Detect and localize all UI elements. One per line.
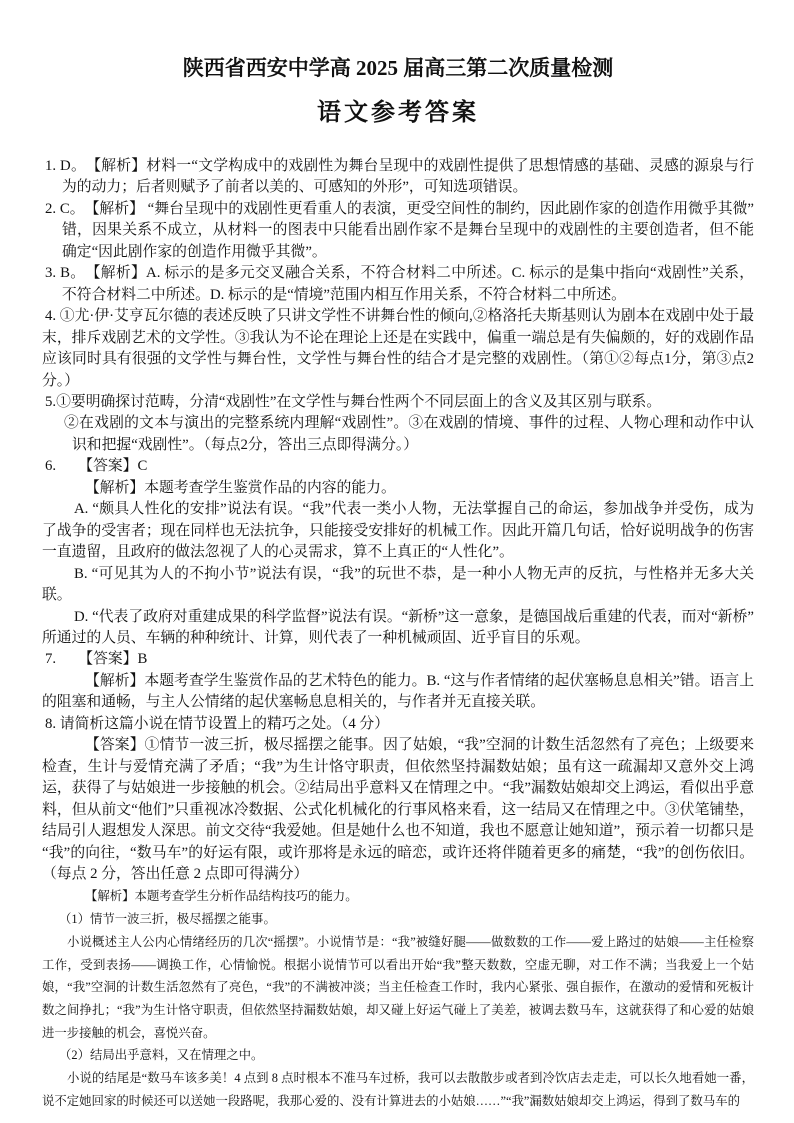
paragraph: 1. D。 【解析】材料一“文学构成中的戏剧性为舞台呈现中的戏剧性提供了思想情感的基础、灵感的源泉与行为的动力；后者则赋予了前者以美的、可感知的外形”，可知选项错误。	[45, 158, 754, 196]
paragraph: 7. 【答案】B	[45, 651, 148, 668]
document-body	[42, 156, 754, 1112]
page-title: 陕西省西安中学高 2025 届高三第二次质量检测	[182, 56, 614, 80]
paragraph: 5.①要明确探讨范畴，分清“戏剧性”在文学性与舞台性两个不同层面上的含义及其区别与联系。	[45, 393, 662, 410]
page-subtitle: 语文参考答案	[317, 100, 479, 126]
paragraph: 小说的结尾是“数马车该多美！4 点到 8 点时根本不准马车过桥，我可以去散散步或者到冷饮店去走走，可以长久地看她一番，说不定她回家的时候还可以送她一段路呢，我那心爱的、没有计算进去的小姑娘……”“我”漏数姑娘却交上鸿运，得到了数马车的	[42, 1071, 754, 1108]
paragraph: 【解析】本题考查学生分析作品结构技巧的能力。	[85, 889, 358, 904]
paragraph: （2）结局出乎意料，又在情理之中。	[59, 1048, 264, 1063]
paragraph: D. “代表了政府对重建成果的科学监督”说法有误。“新桥”这一意象，是德国战后重建的代表，而对“新桥”所通过的人员、车辆的种种统计、计算，则代表了一种机械顽固、近乎盲目的乐观。	[42, 608, 754, 646]
paragraph: （1）情节一波三折，极尽摇摆之能事。	[59, 912, 276, 927]
paragraph: 8. 请简析这篇小说在情节设置上的精巧之处。（4 分）	[45, 715, 390, 732]
paragraph: 【解析】本题考查学生鉴赏作品的艺术特色的能力。B. “这与作者情绪的起伏塞畅息息相关”错。语言上的阻塞和通畅，与主人公情绪的起伏塞畅息息相关的，与作者并无直接关联。	[42, 672, 754, 711]
paragraph: 3. B。 【解析】A. 标示的是多元交叉融合关系，不符合材料二中所述。C. 标示的是集中指向“戏剧性”关系，不符合材料二中所述。D. 标示的是“情境”范围内相互作用关系，不符合材料二中所述。	[45, 265, 754, 303]
paragraph: A. “颇具人性化的安排”说法有误。“我”代表一类小人物，无法掌握自己的命运，参加战争并受伤，成为了战争的受害者；现在同样也无法抗争，只能接受安排好的机械工作。因此开篇几句话，恰好说明战争的伤害一直遗留，且政府的做法忽视了人的心灵需求，算不上真正的“人性化”。	[42, 501, 754, 561]
paragraph: 【解析】本题考查学生鉴赏作品的内容的能力。	[85, 479, 396, 496]
paragraph: B. “可见其为人的不拘小节”说法有误，“我”的玩世不恭，是一种小人物无声的反抗，与性格并无多大关联。	[42, 565, 754, 604]
paragraph: 4. ①尤·伊·艾亨瓦尔德的表述反映了只讲文学性不讲舞台性的倾向,②格洛托夫斯基则认为剧本在戏剧中处于最末，排斥戏剧艺术的文学性。③我认为不论在理论上还是在实践中，偏重一端总是有失偏颇的，好的戏剧作品应该同时具有很强的文学性与舞台性，文学性与舞台性的结合才是完整的戏剧性。（第①②每点1分，第③点2分。）	[42, 308, 755, 389]
paragraph: 【答案】①情节一波三折，极尽摇摆之能事。因了姑娘，“我”空洞的计数生活忽然有了亮色；上级要来检查，生计与爱情充满了矛盾；“我”为生计恪守职责，但依然坚持漏数姑娘；虽有这一疏漏却又意外交上鸿运，获得了与姑娘进一步接触的机会。②结局出乎意料又在情理之中。“我”漏数姑娘却交上鸿运，看似出乎意料，但从前文“他们”只重视冰冷数据、公式化机械化的行事风格来看，这一结局又在情理之中。③伏笔铺垫，结局引人遐想发人深思。前文交待“我爱她。但是她什么也不知道，我也不愿意让她知道”，预示着一切都只是“我”的向往，“数马车”的好运有限，或许那将是永远的暗恋，或许还将伴随着更多的痛楚，“我”的创伤依旧。（每点 2 分，答出任意 2 点即可得满分）	[42, 737, 754, 882]
paragraph: 小说概述主人公内心情绪经历的几次“摇摆”。小说情节是：“我”被缝好腿——做数数的工作——爱上路过的姑娘——主任检察工作，受到表扬——调换工作，心情愉悦。根据小说情节可以看出开始“我”整天数数，空虚无聊，对工作不满；当我爱上一个姑娘，“我”空洞的计数生活忽然有了亮色，“我”的不满被冲淡；当主任检查工作时，我内心紧张、强自振作，在激动的爱情和死板计数之间挣扎；“我”为生计恪守职责，但依然坚持漏数姑娘，却又碰上好运气碰上了美差，被调去数马车，这就获得了和心爱的姑娘进一步接触的机会，喜悦兴奋。	[42, 934, 754, 1040]
paragraph: 2. C。 【解析】 “舞台呈现中的戏剧性更看重人的表演，更受空间性的制约，因此剧作家的创造作用微乎其微”错，因果关系不成立，从材料一的图表中只能看出剧作家不是舞台呈现中的戏剧性的主要创造者，但不能确定“因此剧作家的创造作用微乎其微”。	[45, 200, 754, 260]
paragraph: 6. 【答案】C	[45, 458, 148, 475]
paragraph: ②在戏剧的文本与演出的完整系统内理解“戏剧性”。③在戏剧的情境、事件的过程、人物心理和动作中认识和把握“戏剧性”。（每点2分，答出三点即得满分。）	[64, 415, 754, 453]
